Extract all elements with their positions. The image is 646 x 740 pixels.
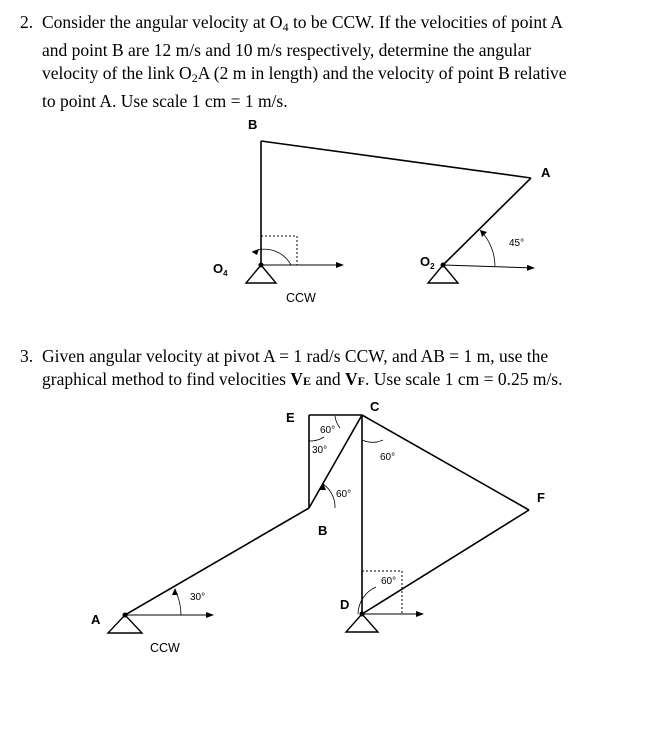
angle-label: 60° [380, 452, 396, 463]
angle-label: 60° [320, 425, 336, 436]
link-a-b [125, 508, 309, 615]
angle-label: 60° [381, 576, 397, 587]
angle-label: 60° [336, 489, 352, 500]
pivot-a [108, 613, 142, 634]
text-line: to point A. Use scale 1 cm = 1 m/s. [42, 91, 288, 111]
label-d: D [340, 597, 350, 612]
arc-arrowhead [252, 249, 259, 255]
angle-arc [335, 416, 340, 428]
angle-label: 30° [190, 592, 206, 603]
angle-label: 45° [509, 238, 525, 249]
label-o4: $O_4$ [213, 261, 228, 278]
label-a: A [541, 165, 551, 180]
link-f-d [362, 510, 529, 614]
ccw-label: CCW [150, 641, 180, 655]
label-o2: $O_2$ [420, 254, 435, 271]
label-f: F [537, 490, 545, 505]
figure-2 [213, 117, 551, 305]
ccw-label: CCW [286, 291, 316, 305]
problem-number: 2. [20, 12, 34, 32]
link-a-o2 [443, 178, 531, 265]
text-line: Consider the angular velocity at $O_4$ to be CCW. If the velocities of point A [42, 12, 564, 34]
dashed-box [261, 236, 297, 265]
angle-label: 30° [312, 445, 328, 456]
text-line: velocity of the link $O_2A$ (2 m in length) and the velocity of point B relative [42, 63, 567, 85]
pivot-d [346, 612, 378, 633]
label-e: E [286, 410, 295, 425]
angle-arc [309, 437, 324, 441]
text-line: Given angular velocity at pivot A = 1 rad/s CCW, and AB = 1 m, use the [42, 346, 549, 366]
figure-3 [91, 399, 545, 655]
label-b: B [318, 523, 328, 538]
text-line: graphical method to find velocities VE and VF. Use scale 1 cm = 0.25 m/s. [42, 369, 563, 389]
label-c: C [370, 399, 380, 414]
problem-number: 3. [20, 346, 34, 366]
reference-line [443, 265, 534, 268]
arc-arrowhead [480, 230, 487, 237]
label-a: A [91, 612, 101, 627]
label-b: B [248, 117, 258, 132]
link-b-a [261, 141, 531, 178]
text-line: and point B are 12 m/s and 10 m/s respectively, determine the angular [42, 40, 532, 60]
pivot-o4 [246, 263, 276, 284]
angle-arc [362, 440, 383, 442]
arc-arrowhead [172, 588, 178, 595]
